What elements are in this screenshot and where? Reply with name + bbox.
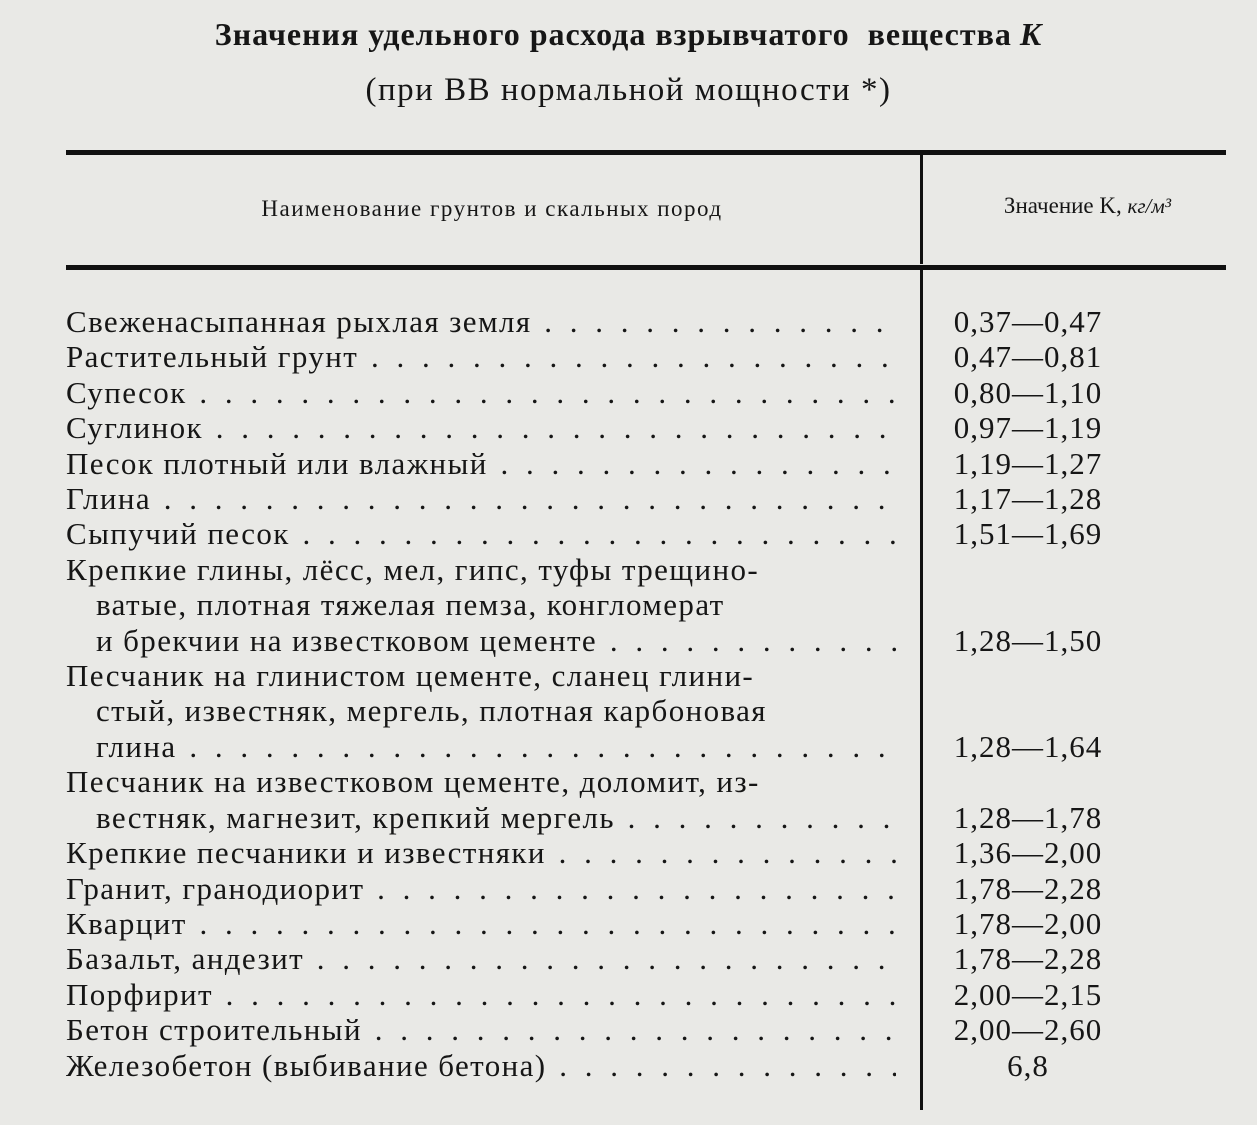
k-value: 1,28—1,78 <box>953 799 1103 835</box>
table-body <box>66 304 1226 1083</box>
table-row <box>66 339 1226 374</box>
rock-name-line: Базальт, андезит . . . <box>66 941 896 976</box>
rock-name-line: Гранит, гранодиорит . . . <box>66 871 896 906</box>
table-row <box>66 658 1226 764</box>
rock-name-line: глина . . . <box>66 729 896 764</box>
table-row <box>66 1012 1226 1047</box>
table-row <box>66 941 1226 976</box>
rock-name <box>66 446 896 481</box>
rock-name <box>66 1048 896 1083</box>
rock-name <box>66 375 896 410</box>
table-top-rule <box>66 150 1226 155</box>
rock-name-line: Сыпучий песок . . . <box>66 516 896 551</box>
page-title <box>0 16 1257 53</box>
rock-name <box>66 410 896 445</box>
rock-name <box>66 481 896 516</box>
rock-name-line: Порфирит . . . <box>66 977 896 1012</box>
k-value: 0,47—0,81 <box>953 339 1103 375</box>
k-value: 1,28—1,64 <box>953 728 1103 764</box>
k-value: 1,78—2,28 <box>953 870 1103 906</box>
rock-name-line: Железобетон (выбивание бетона) . . . <box>66 1048 896 1083</box>
rock-name-line: Песчаник на известковом цементе, доломит, из- <box>66 764 760 800</box>
rock-name-line: Крепкие песчаники и известняки . . . <box>66 835 896 870</box>
rock-name <box>66 941 896 976</box>
rock-name <box>66 835 896 870</box>
rock-name-line: стый, известняк, мергель, плотная карбоновая <box>96 693 767 729</box>
rock-name-line: Свеженасыпанная рыхлая земля . . . <box>66 304 896 339</box>
table-row <box>66 1048 1226 1083</box>
column-header-value <box>925 193 1250 219</box>
title-text: Значения удельного расхода взрывчатого вещества <box>214 16 1012 52</box>
table-row <box>66 410 1226 445</box>
table-row <box>66 516 1226 551</box>
header-column-divider <box>920 154 923 264</box>
table-header-rule <box>66 265 1226 270</box>
table-row <box>66 906 1226 941</box>
k-value: 0,97—1,19 <box>953 410 1103 446</box>
table-row <box>66 375 1226 410</box>
rock-name-line: Бетон строительный . . . <box>66 1012 896 1047</box>
k-value: 2,00—2,15 <box>953 976 1103 1012</box>
rock-name <box>66 304 896 339</box>
rock-name <box>66 339 896 374</box>
rock-name-line: вестняк, магнезит, крепкий мергель . . . <box>66 800 896 835</box>
rock-name <box>66 871 896 906</box>
k-value: 6,8 <box>1007 1047 1049 1083</box>
page-subtitle: (при ВВ нормальной мощности *) <box>365 72 892 108</box>
k-value: 2,00—2,60 <box>953 1012 1103 1048</box>
table-row <box>66 764 1226 835</box>
table-row <box>66 304 1226 339</box>
rock-name-line: Крепкие глины, лёсс, мел, гипс, туфы трещино- <box>66 551 760 587</box>
table-row <box>66 871 1226 906</box>
column-header-name: Наименование грунтов и скальных пород <box>261 196 723 221</box>
k-value: 1,19—1,27 <box>953 445 1103 481</box>
k-value: 1,36—2,00 <box>953 835 1103 871</box>
k-value: 1,28—1,50 <box>953 622 1103 658</box>
table-row <box>66 552 1226 658</box>
rock-name-line: Глина . . . <box>66 481 896 516</box>
rock-name <box>66 516 896 551</box>
k-value: 1,78—2,28 <box>953 941 1103 977</box>
k-value: 1,17—1,28 <box>953 481 1103 517</box>
column-header-unit: кг/м³ <box>1127 194 1172 218</box>
k-value: 0,37—0,47 <box>953 304 1103 339</box>
rock-name-line: Растительный грунт . . . <box>66 339 896 374</box>
table-row <box>66 481 1226 516</box>
k-value: 0,80—1,10 <box>953 374 1103 410</box>
rock-name <box>66 906 896 941</box>
rock-name <box>66 658 896 764</box>
k-value: 1,78—2,00 <box>953 905 1103 941</box>
table-row <box>66 446 1226 481</box>
rock-name-line: Песок плотный или влажный . . . <box>66 446 896 481</box>
table-row <box>66 977 1226 1012</box>
rock-name <box>66 977 896 1012</box>
column-header-value-label: Значение K, <box>1003 193 1122 218</box>
k-value: 1,51—1,69 <box>953 516 1103 552</box>
rock-name-line: ватые, плотная тяжелая пемза, конгломерат <box>96 587 725 623</box>
rock-name-line: и брекчии на известковом цементе . . . <box>66 623 896 658</box>
rock-name-line: Кварцит . . . <box>66 906 896 941</box>
rock-name-line: Суглинок . . . <box>66 410 896 445</box>
table-row <box>66 835 1226 870</box>
rock-name <box>66 1012 896 1047</box>
rock-name-line: Песчаник на глинистом цементе, сланец глини- <box>66 658 755 694</box>
rock-name <box>66 552 896 658</box>
rock-name-line: Супесок . . . <box>66 375 896 410</box>
rock-name <box>66 764 896 835</box>
title-symbol: K <box>1019 16 1043 52</box>
